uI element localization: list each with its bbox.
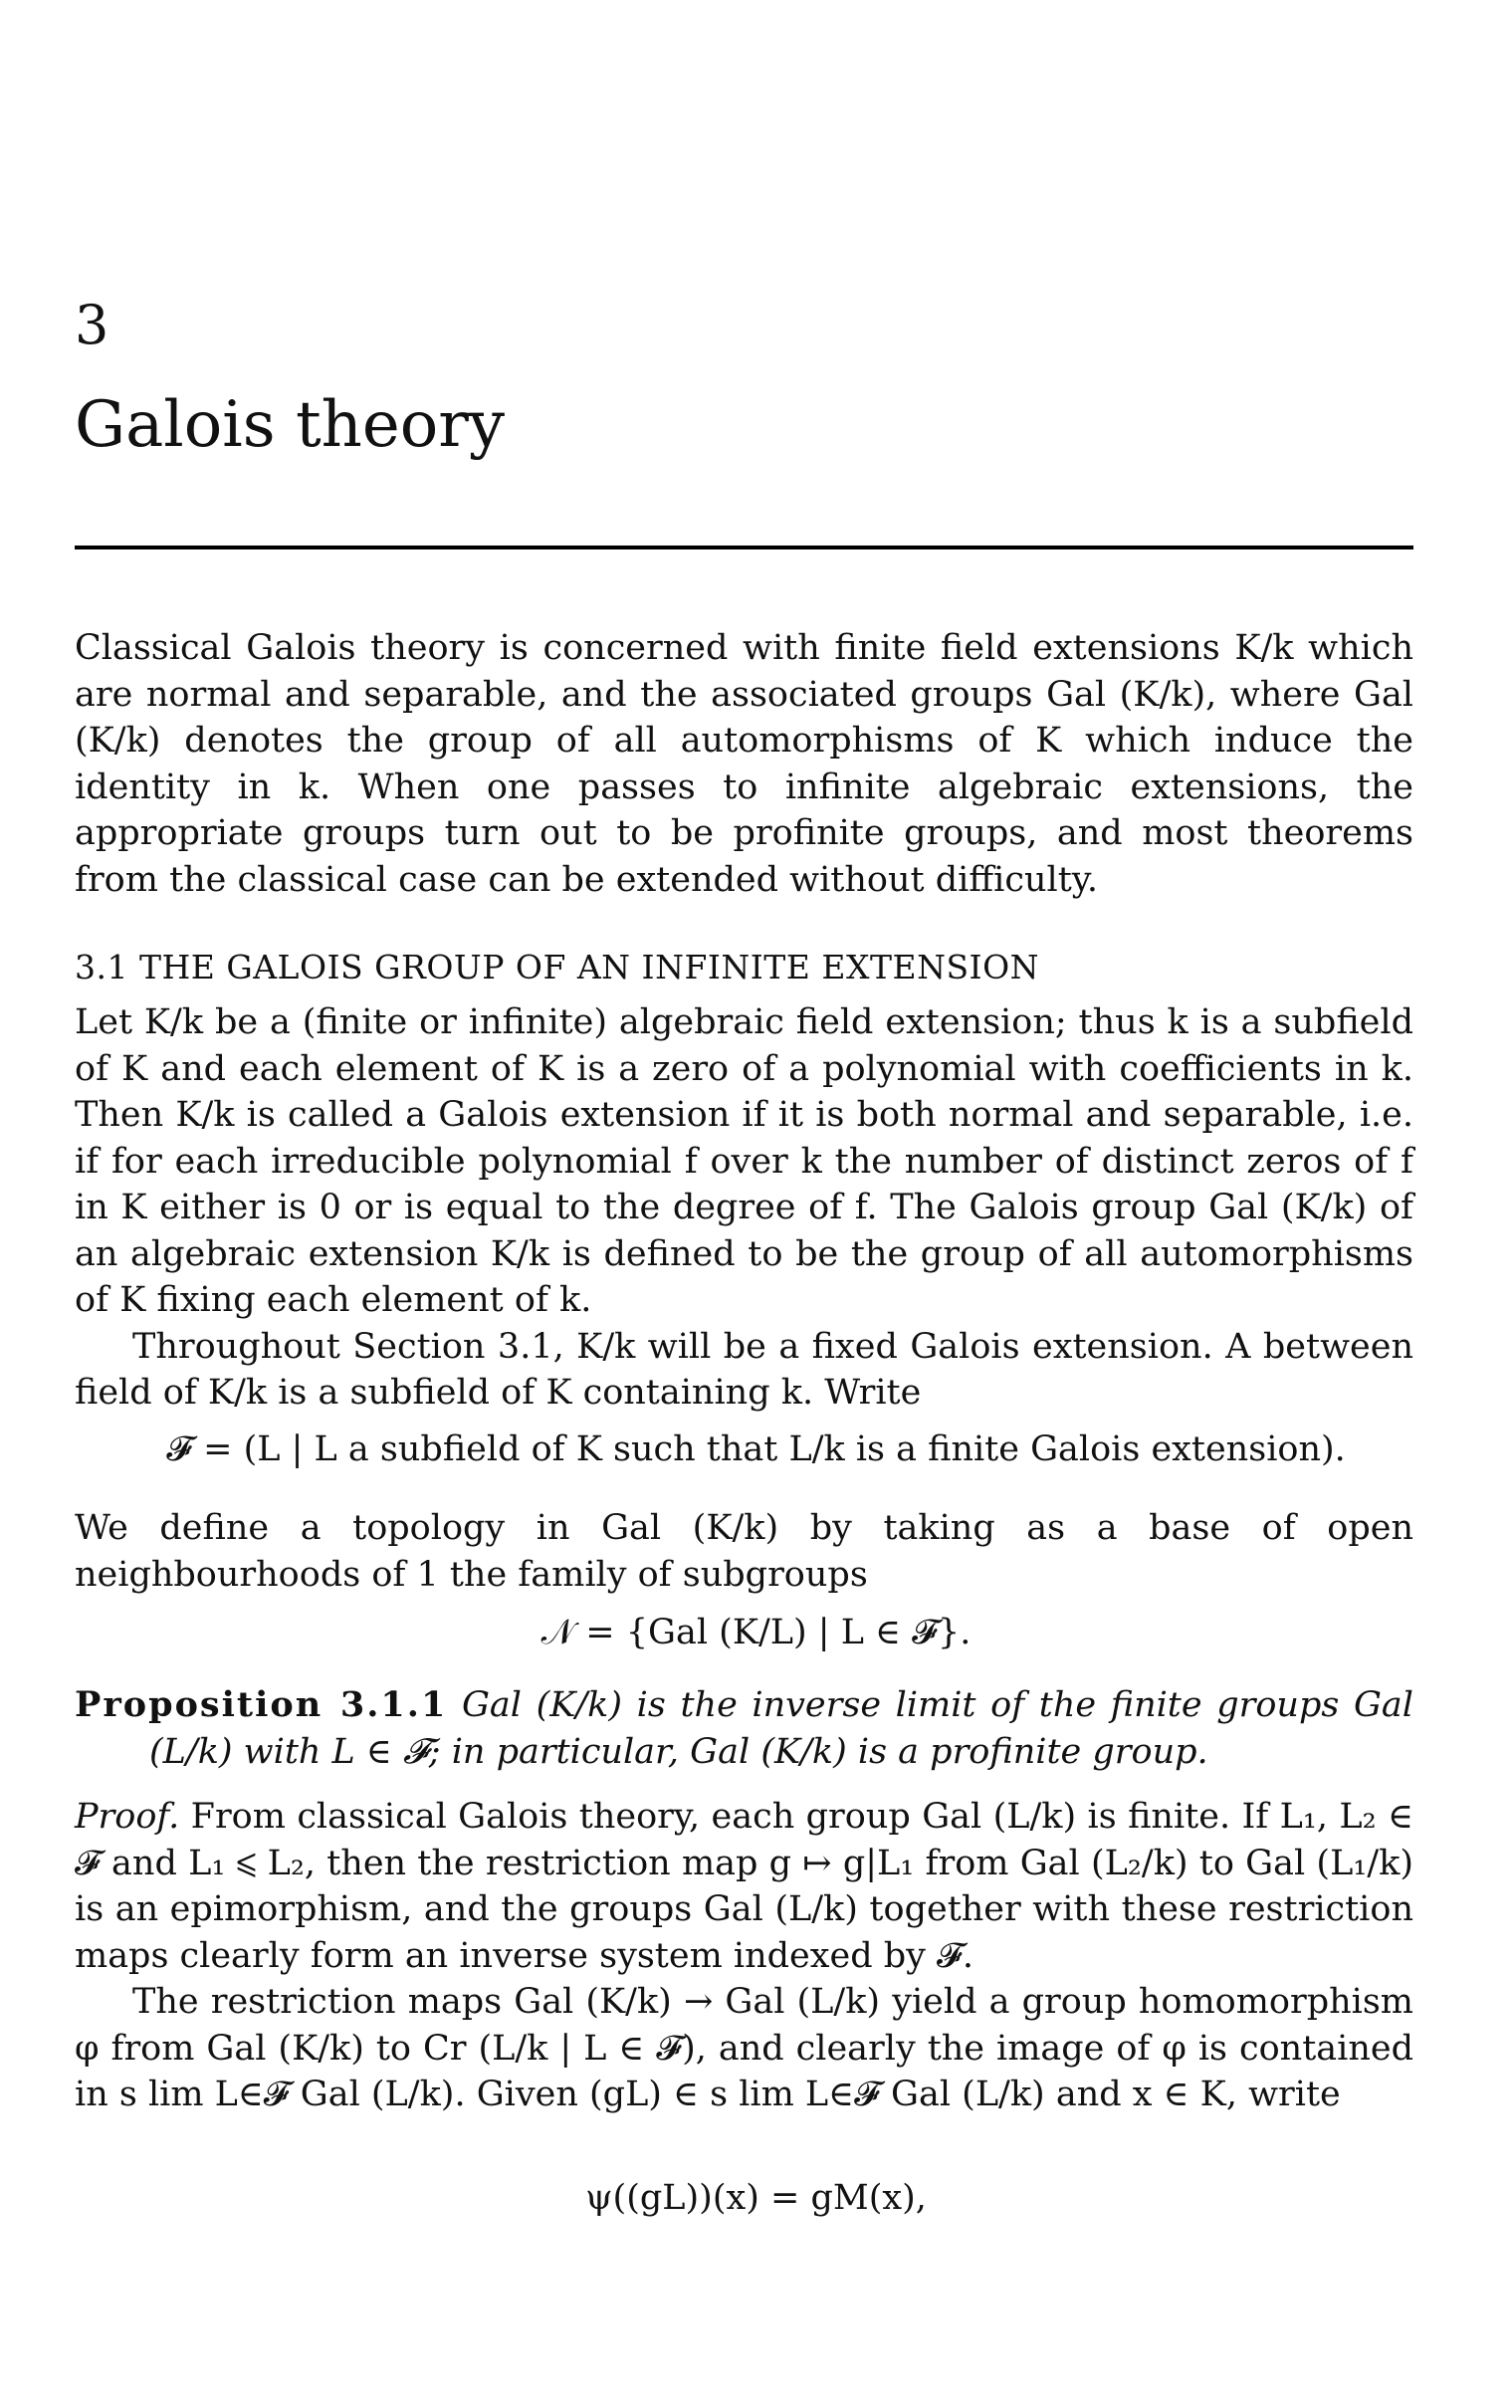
proof-text-2: The restriction maps Gal (K/k) → Gal (L/k) yield a group homomorphism φ from Gal (K/k) to Cr (L/k | L ∈ 𝓕), and clearly the image of φ is contained in s lim L∈𝓕 Gal (L/k). Given (gL) ∈ s lim L∈𝓕 Gal (L/k) and x ∈ K, write (75, 1982, 1413, 2114)
chapter-title: Galois theory (75, 388, 506, 462)
section-heading: 3.1 THE GALOIS GROUP OF AN INFINITE EXTENSION (75, 948, 1040, 986)
para3-text: We define a topology in Gal (K/k) by taking as a base of open neighbourhoods of 1 the family of subgroups (75, 1508, 1413, 1595)
proof-label: Proof. (75, 1797, 180, 1837)
body-paragraph-1 (75, 999, 1413, 1417)
para2-text: Throughout Section 3.1, K/k will be a fixed Galois extension. A between field of K/k is a subfield of K containing k. Write (75, 1326, 1413, 1413)
equation-family-F: 𝓕 = (L | L a subfield of K such that L/k is a finite Galois extension). (166, 1429, 1346, 1469)
proposition-text: Gal (K/k) is the inverse limit of the finite groups Gal (L/k) with L ∈ 𝓕; in particular, Gal (K/k) is a profinite group. (149, 1685, 1413, 1772)
proof-text-1: From classical Galois theory, each group Gal (L/k) is finite. If L₁, L₂ ∈ 𝓕 and L₁ ⩽ L₂, then the restriction map g ↦ g|L₁ from Gal (L₂/k) to Gal (L₁/k) is an epimorphism, and the groups Gal (L/k) together with these restriction maps clearly form an inverse system indexed by 𝓕. (75, 1797, 1413, 1976)
chapter-rule (75, 546, 1413, 549)
proposition (75, 1682, 1413, 1775)
body-paragraph-3 (75, 1505, 1413, 1598)
intro-paragraph (75, 625, 1413, 903)
proof (75, 1794, 1413, 2118)
equation-psi: ψ((gL))(x) = gM(x), (585, 2178, 927, 2218)
intro-text: Classical Galois theory is concerned with finite field extensions K/k which are normal and separable, and the associated groups Gal (K/k), where Gal (K/k) denotes the group of all automorphisms of K which induce the identity in k. When one passes to infinite algebraic extensions, the appropriate groups turn out to be profinite groups, and most theorems from the classical case can be extended without difficulty. (75, 628, 1413, 900)
chapter-number: 3 (75, 294, 109, 356)
equation-neighbourhoods: 𝒩 = {Gal (K/L) | L ∈ 𝓕}. (540, 1613, 972, 1652)
para1-text: Let K/k be a (finite or infinite) algebraic field extension; thus k is a subfield of K and each element of K is a zero of a polynomial with coefficients in k. Then K/k is called a Galois extension if it is both normal and separable, i.e. if for each irreducible polynomial f over k the number of distinct zeros of f in K either is 0 or is equal to the degree of f. The Galois group Gal (K/k) of an algebraic extension K/k is defined to be the group of all automorphisms of K fixing each element of k. (75, 1002, 1413, 1320)
proposition-label: Proposition 3.1.1 (75, 1684, 448, 1725)
